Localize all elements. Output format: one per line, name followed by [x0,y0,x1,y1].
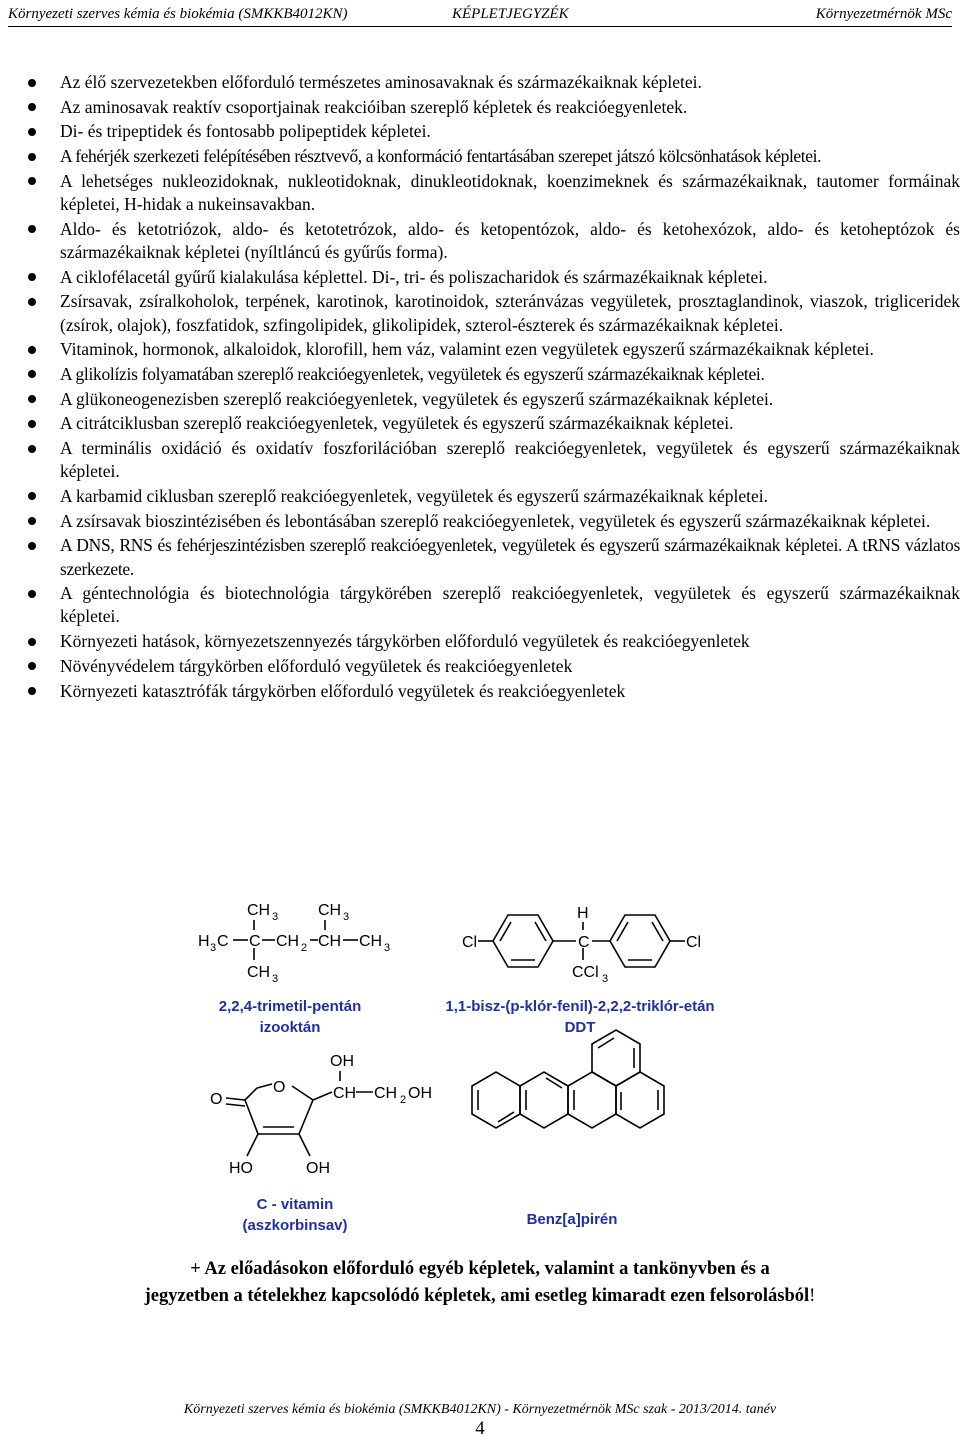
page-number: 4 [475,1418,485,1439]
list-item: Növényvédelem tárgykörben előforduló vegyületek és reakcióegyenletek [24,655,960,678]
svg-text:CH: CH [359,933,383,950]
list-item: A glikolízis folyamatában szereplő reakcióegyenletek, vegyületek és egyszerű származékaiknak képletei. [24,363,960,386]
list-item: A géntechnológia és biotechnológia tárgykörében szereplő reakcióegyenletek, vegyületek és egyszerű származékaiknak képletei. [24,582,960,628]
page-header [8,4,952,27]
list-item: Környezeti katasztrófák tárgykörben előforduló vegyületek és reakcióegyenletek [24,680,960,703]
list-item: A citrátciklusban szereplő reakcióegyenletek, vegyületek és egyszerű származékaiknak képletei. [24,412,960,435]
svg-text:CH: CH [318,933,342,950]
bullet-icon [28,445,36,453]
bullet-icon [28,103,36,111]
svg-text:Cl: Cl [686,934,702,951]
bullet-icon [28,225,36,233]
list-item: Vitaminok, hormonok, alkaloidok, klorofill, hem váz, valamint ezen vegyületek egyszerű származékaiknak képletei. [24,338,960,361]
bullet-icon [28,79,36,87]
formula-list [24,71,960,704]
bullet-icon [28,128,36,136]
isooctane-structure [198,902,390,985]
svg-text:C: C [578,934,590,951]
bullet-icon [28,687,36,695]
svg-text:CH: CH [333,1085,357,1102]
list-item: Di- és tripeptidek és fontosabb polipeptidek képletei. [24,120,960,143]
vitamin-c-caption: C - vitamin (aszkorbinsav) [242,1196,348,1234]
svg-text:CH: CH [247,902,271,919]
svg-text:OH: OH [408,1085,432,1102]
list-item: A lehetséges nukleozidoknak, nukleotidoknak, dinukleotidoknak, koenzimeknek és származékaiknak, tautomer formáinak képletei, H-hidak a nukeinsavakban. [24,170,960,216]
svg-text:3: 3 [384,942,391,954]
svg-text:O: O [210,1091,223,1108]
list-item: A fehérjék szerkezeti felépítésében résztvevő, a konformáció fentartásában szerepet játszó kölcsönhatások képletei. [24,145,960,168]
svg-text:HO: HO [229,1160,253,1177]
header-program: Környezetmérnök MSc [815,6,952,22]
list-item: A zsírsavak bioszintézisében és lebontásában szereplő reakcióegyenletek, vegyületek és egyszerű származékaiknak képletei. [24,510,960,533]
list-item: Az aminosavak reaktív csoportjainak reakcióiban szereplő képletek és reakcióegyenletek. [24,96,960,119]
bullet-icon [28,153,36,161]
ddt-caption: 1,1-bisz-(p-klór-fenil)-2,2,2-triklór-etán DDT [445,998,715,1036]
svg-text:OH: OH [330,1053,354,1070]
isooctane-caption: 2,2,4-trimetil-pentán izooktán [218,998,362,1036]
list-item: Az élő szervezetekben előforduló természetes aminosavaknak és származékaiknak képletei. [24,71,960,94]
bullet-icon [28,370,36,378]
benzopyrene-structure [472,1030,664,1128]
bullet-icon [28,298,36,306]
bullet-icon [28,542,36,550]
bullet-icon [28,662,36,670]
header-title: KÉPLETJEGYZÉK [452,6,569,22]
svg-text:CH: CH [247,964,271,981]
svg-text:3: 3 [602,973,609,985]
svg-text:3: 3 [210,942,217,954]
svg-text:CCl: CCl [572,964,599,981]
bullet-icon [28,177,36,185]
bullet-icon [28,638,36,646]
svg-text:C: C [217,933,229,950]
svg-text:OH: OH [306,1160,330,1177]
list-item: Környezeti hatások, környezetszennyezés tárgykörben előforduló vegyületek és reakcióegyenletek [24,630,960,653]
svg-text:O: O [273,1079,286,1096]
bullet-icon [28,492,36,500]
bullet-icon [28,395,36,403]
header-course: Környezeti szerves kémia és biokémia (SMKKB4012KN) [8,6,348,22]
structures-figure [0,880,960,1240]
benzopyrene-caption: Benz[a]pirén [526,1211,618,1228]
page-footer: Környezeti szerves kémia és biokémia (SMKKB4012KN) - Környezetmérnök MSc szak - 2013/2014. tanév [183,1402,777,1417]
svg-text:CH: CH [374,1085,398,1102]
svg-text:2: 2 [400,1094,407,1106]
bullet-icon [28,346,36,354]
svg-text:3: 3 [272,911,279,923]
svg-text:3: 3 [343,911,350,923]
list-item: Zsírsavak, zsíralkoholok, terpének, karotinok, karotinoidok, szteránvázas vegyületek, prosztaglandinok, viaszok, trigliceridek (zsírok, olajok), foszfatidok, szfingolipidek, glikolipidek, szterol-észterek és származékaiknak képletei. [24,290,960,336]
svg-text:2: 2 [301,942,308,954]
svg-text:3: 3 [272,973,279,985]
svg-text:C: C [249,933,261,950]
bullet-icon [28,517,36,525]
list-item: A ciklofélacetál gyűrű kialakulása képlettel. Di-, tri- és poliszacharidok és származékaiknak képletei. [24,266,960,289]
svg-text:CH: CH [276,933,300,950]
bullet-icon [28,273,36,281]
list-item: A DNS, RNS és fehérjeszintézisben szereplő reakcióegyenletek, vegyületek és egyszerű származékaiknak képletei. A tRNS vázlatos szerkezete. [24,534,960,580]
vitamin-c-structure [210,1053,432,1177]
svg-text:H: H [577,905,589,922]
bullet-icon [28,420,36,428]
svg-text:CH: CH [318,902,342,919]
list-item: A karbamid ciklusban szereplő reakcióegyenletek, vegyületek és egyszerű származékaiknak képletei. [24,485,960,508]
ddt-structure [462,905,701,985]
list-item: A terminális oxidáció és oxidatív foszforilációban szereplő reakcióegyenletek, vegyületek és egyszerű származékaiknak képletei. [24,437,960,483]
list-item: A glükoneogenezisben szereplő reakcióegyenletek, vegyületek és egyszerű származékaiknak képletei. [24,388,960,411]
svg-text:Cl: Cl [462,934,478,951]
bullet-icon [28,590,36,598]
closing-note: + Az előadásokon előforduló egyéb képletek, valamint a tankönyvben és a jegyzetben a tételekhez kapcsolódó képletek, ami esetleg kimaradt ezen felsorolásból! [144,1259,816,1306]
svg-text:H: H [198,933,210,950]
list-item: Aldo- és ketotriózok, aldo- és ketotetrózok, aldo- és ketopentózok, aldo- és ketohexózok, aldo- és ketoheptózok és származékaiknak képletei (nyíltláncú és gyűrűs forma). [24,218,960,264]
